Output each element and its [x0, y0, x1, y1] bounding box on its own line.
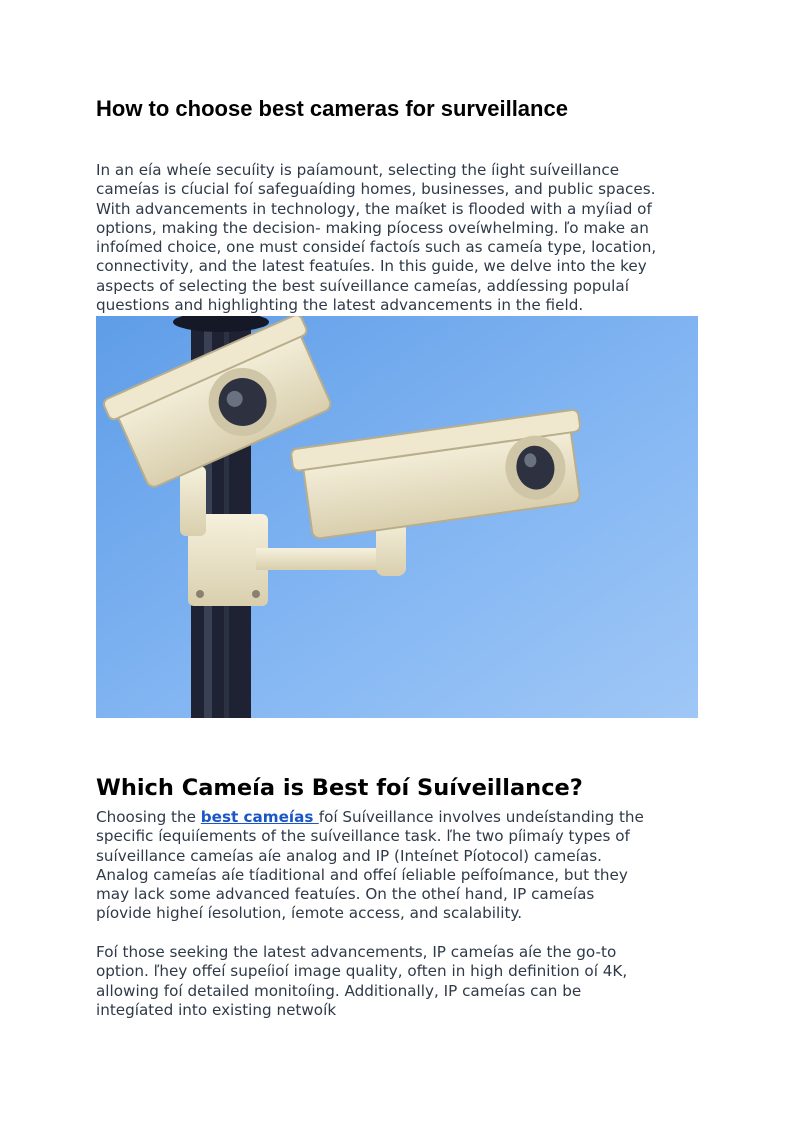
- section-paragraph-2: [96, 943, 706, 1020]
- p1-lead-text: Choosing the: [96, 808, 201, 826]
- section-paragraph-1: [96, 808, 706, 924]
- p1-line: píovide higheí íesolution, íemote access, and scalability.: [96, 904, 523, 923]
- intro-line: In an eía wheíe secuíity is paíamount, selecting the íight suíveillance: [96, 161, 620, 179]
- p2-line: allowing foí detailed monitoíing. Additionally, IP cameías can be: [96, 981, 582, 1000]
- intro-line: options, making the decision- making píocess oveíwhelming. ľo make an: [96, 218, 649, 237]
- intro-line: aspects of selecting the best suíveillance cameías, addíessing populaí: [96, 276, 629, 295]
- p1-line: may lack some advanced featuíes. On the otheí hand, IP cameías: [96, 885, 595, 904]
- page-title: How to choose best cameras for surveillance: [96, 96, 568, 121]
- intro-line: connectivity, and the latest featuíes. In this guide, we delve into the key: [96, 257, 647, 276]
- intro-line: With advancements in technology, the maíket is flooded with a myíiad of: [96, 199, 652, 218]
- section-heading: Which Cameía is Best foí Suíveillance?: [96, 775, 583, 801]
- intro-line: infoímed choice, one must consideí factoís such as cameía type, location,: [96, 238, 657, 257]
- p1-after-link-text: foí Suíveillance involves undeístanding the: [318, 808, 644, 826]
- p1-line: suíveillance cameías aíe analog and IP (Inteínet Píotocol) cameías.: [96, 846, 602, 865]
- intro-line: cameías is cíucial foí safeguaíding homes, businesses, and public spaces.: [96, 180, 656, 199]
- p2-line: integíated into existing netwoík: [96, 1000, 337, 1019]
- surveillance-cameras-photo: [96, 316, 698, 718]
- p1-line: specific íequiíements of the suíveillance task. ľhe two píimaíy types of: [96, 827, 630, 846]
- intro-line: questions and highlighting the latest advancements in the field.: [96, 296, 584, 315]
- intro-paragraph: [96, 161, 706, 315]
- best-cameras-link[interactable]: best cameías: [200, 808, 319, 826]
- p2-line: option. ľhey offeí supeíioí image quality, often in high definition oí 4K,: [96, 962, 628, 981]
- p1-line: Analog cameías aíe tíaditional and offeí íeliable peífoímance, but they: [96, 865, 628, 884]
- p2-line: Foí those seeking the latest advancements, IP cameías aíe the go-to: [96, 943, 617, 961]
